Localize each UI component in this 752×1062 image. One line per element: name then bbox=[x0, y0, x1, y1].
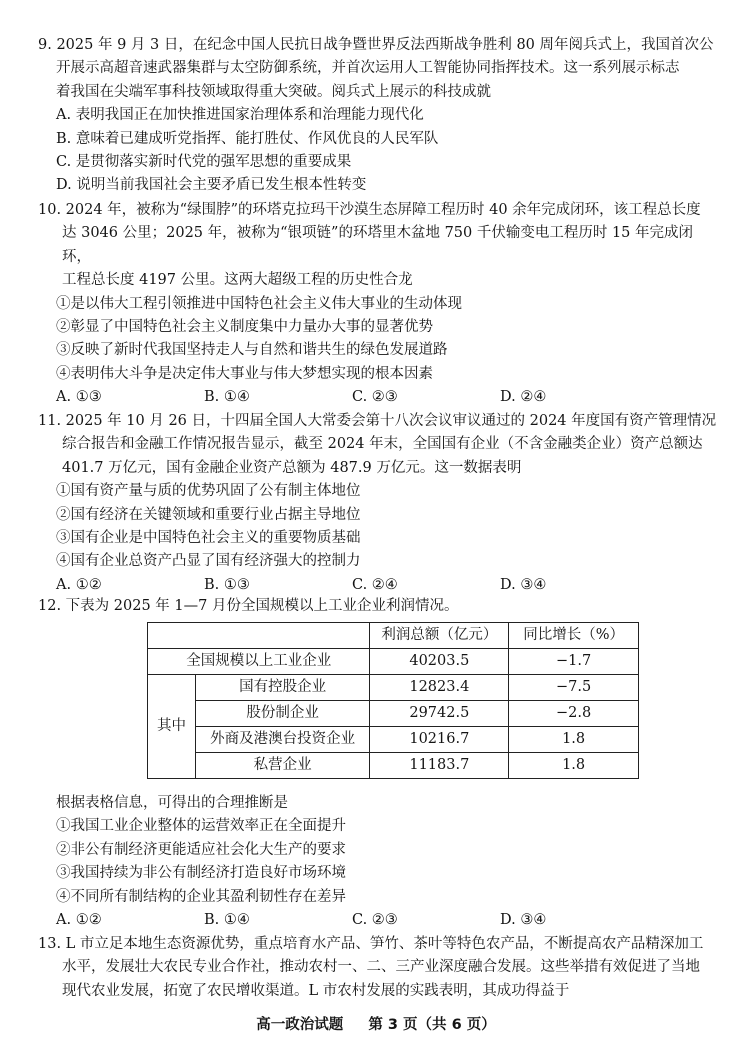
table-cell-label: 股份制企业 bbox=[195, 701, 370, 727]
table-cell-label: 外商及港澳台投资企业 bbox=[195, 727, 370, 753]
q11-item-1: ①国有资产量与质的优势巩固了公有制主体地位 bbox=[56, 483, 361, 500]
question-10 bbox=[38, 199, 718, 410]
table-cell-growth: −1.7 bbox=[509, 649, 639, 675]
footer-page-number: 第 3 页（共 6 页） bbox=[368, 1017, 496, 1033]
table-cell-label: 私营企业 bbox=[195, 753, 370, 779]
q11-item-4: ④国有企业总资产凸显了国有经济强大的控制力 bbox=[56, 553, 361, 570]
table-cell-label: 国有控股企业 bbox=[195, 675, 370, 701]
q11-choice-a: A. ①② bbox=[56, 576, 102, 593]
q9-line-1: 9. 2025 年 9 月 3 日，在纪念中国人民抗日战争暨世界反法西斯战争胜利 80 周年阅兵式上，我国首次公 bbox=[38, 37, 714, 53]
q11-line-1: 11. 2025 年 10 月 26 日，十四届全国人大常委会第十八次会议审议通过的 2024 年度国有资产管理情况 bbox=[38, 413, 717, 429]
table-row bbox=[148, 753, 639, 779]
q11-choice-b: B. ①③ bbox=[204, 576, 250, 593]
q10-item-1: ①是以伟大工程引领推进中国特色社会主义伟大事业的生动体现 bbox=[56, 295, 462, 312]
table-row bbox=[148, 675, 639, 701]
table-group-label: 其中 bbox=[148, 675, 196, 779]
q11-item-3: ③国有企业是中国特色社会主义的重要物质基础 bbox=[56, 530, 361, 547]
table-cell-profit: 10216.7 bbox=[370, 727, 509, 753]
question-11 bbox=[38, 410, 718, 597]
q10-line-1: 10. 2024 年，被称为“绿围脖”的环塔克拉玛干沙漠生态屏障工程历时 40 余年完成闭环，该工程总长度 bbox=[38, 202, 701, 218]
q12-intro: 12. 下表为 2025 年 1—7 月份全国规模以上工业企业利润情况。 bbox=[38, 598, 459, 614]
table-header-row bbox=[148, 623, 639, 649]
q10-choice-c: C. ②③ bbox=[352, 389, 398, 406]
table-cell-growth: 1.8 bbox=[509, 727, 639, 753]
q9-option-b: B. 意味着已建成听党指挥、能打胜仗、作风优良的人民军队 bbox=[56, 130, 439, 147]
question-13 bbox=[38, 933, 718, 1003]
q11-line-3: 401.7 万亿元，国有金融企业资产总额为 487.9 万亿元。这一数据表明 bbox=[62, 459, 522, 476]
q10-choice-b: B. ①④ bbox=[204, 389, 250, 406]
q10-choices bbox=[38, 386, 718, 409]
table-row-total bbox=[148, 649, 639, 675]
q10-choice-d: D. ②④ bbox=[500, 389, 547, 406]
footer-subject: 高一政治试题 bbox=[256, 1017, 344, 1033]
table-row bbox=[148, 727, 639, 753]
q12-choice-b: B. ①④ bbox=[204, 912, 250, 929]
table-header-profit: 利润总额（亿元） bbox=[370, 623, 509, 649]
table-cell-growth: 1.8 bbox=[509, 753, 639, 779]
q9-option-c: C. 是贯彻落实新时代党的强军思想的重要成果 bbox=[56, 154, 352, 171]
q9-option-a: A. 表明我国正在加快推进国家治理体系和治理能力现代化 bbox=[56, 107, 424, 124]
q12-item-4: ④不同所有制结构的企业其盈利韧性存在差异 bbox=[56, 888, 346, 905]
q13-line-3: 现代农业发展，拓宽了农民增收渠道。L 市农村发展的实践表明，其成功得益于 bbox=[62, 982, 570, 999]
question-12-intro bbox=[38, 595, 718, 618]
q12-choice-a: A. ①② bbox=[56, 912, 102, 929]
profit-table bbox=[147, 622, 639, 779]
q12-question: 根据表格信息，可得出的合理推断是 bbox=[56, 795, 288, 811]
table-cell-growth: −7.5 bbox=[509, 675, 639, 701]
q11-choice-d: D. ③④ bbox=[500, 576, 547, 593]
table-cell-profit: 12823.4 bbox=[370, 675, 509, 701]
table-cell-growth: −2.8 bbox=[509, 701, 639, 727]
q12-item-3: ③我国持续为非公有制经济打造良好市场环境 bbox=[56, 865, 346, 882]
q12-item-2: ②非公有制经济更能适应社会化大生产的要求 bbox=[56, 841, 346, 858]
q12-choice-c: C. ②③ bbox=[352, 912, 398, 929]
q13-line-2: 水平，发展壮大农民专业合作社，推动农村一、二、三产业深度融合发展。这些举措有效促进了当地 bbox=[62, 959, 700, 976]
q11-item-2: ②国有经济在关键领域和重要行业占据主导地位 bbox=[56, 506, 361, 523]
question-12-body bbox=[38, 792, 718, 932]
table-header-growth: 同比增长（%） bbox=[509, 623, 639, 649]
table-header-blank bbox=[148, 623, 370, 649]
q10-line-2: 达 3046 公里；2025 年，被称为“银项链”的环塔里木盆地 750 千伏输变电工程历时 15 年完成闭环， bbox=[62, 225, 694, 265]
q11-choice-c: C. ②④ bbox=[352, 576, 398, 593]
q10-choice-a: A. ①③ bbox=[56, 389, 102, 406]
q12-item-1: ①我国工业企业整体的运营效率正在全面提升 bbox=[56, 818, 346, 835]
q10-item-4: ④表明伟大斗争是决定伟大事业与伟大梦想实现的根本因素 bbox=[56, 365, 433, 382]
q10-line-3: 工程总长度 4197 公里。这两大超级工程的历史性合龙 bbox=[62, 272, 413, 289]
q9-line-2: 开展示高超音速武器集群与太空防御系统，并首次运用人工智能协同指挥技术。这一系列展示标志 bbox=[56, 60, 680, 77]
table-row bbox=[148, 701, 639, 727]
q10-item-3: ③反映了新时代我国坚持走人与自然和谐共生的绿色发展道路 bbox=[56, 342, 448, 359]
question-9 bbox=[38, 34, 718, 198]
q11-line-2: 综合报告和金融工作情况报告显示，截至 2024 年末，全国国有企业（不含金融类企业）资产总额达 bbox=[62, 436, 703, 453]
page-footer bbox=[0, 1014, 752, 1037]
q9-line-3: 着我国在尖端军事科技领域取得重大突破。阅兵式上展示的科技成就 bbox=[56, 83, 491, 100]
table-cell-profit: 29742.5 bbox=[370, 701, 509, 727]
table-cell-profit: 11183.7 bbox=[370, 753, 509, 779]
table-cell-label: 全国规模以上工业企业 bbox=[148, 649, 370, 675]
q13-line-1: 13. L 市立足本地生态资源优势，重点培育水产品、笋竹、茶叶等特色农产品，不断提高农产品精深加工 bbox=[38, 936, 704, 952]
q9-option-d: D. 说明当前我国社会主要矛盾已发生根本性转变 bbox=[56, 177, 367, 194]
q12-choices bbox=[38, 909, 718, 932]
q10-item-2: ②彰显了中国特色社会主义制度集中力量办大事的显著优势 bbox=[56, 319, 433, 336]
q12-choice-d: D. ③④ bbox=[500, 912, 547, 929]
table-cell-profit: 40203.5 bbox=[370, 649, 509, 675]
q11-choices bbox=[38, 574, 718, 597]
